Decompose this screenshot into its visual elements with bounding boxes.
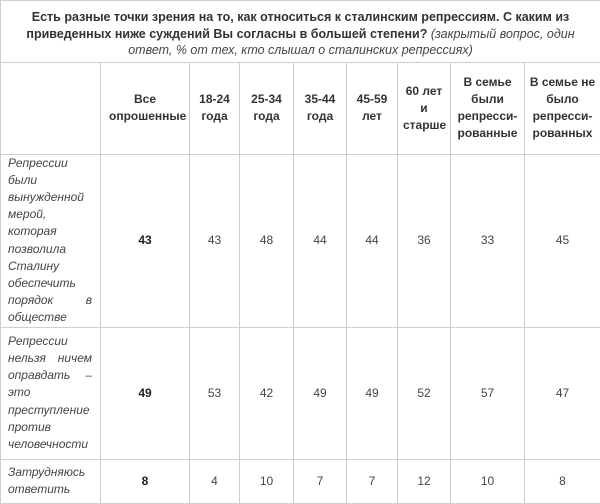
value-cell: 4	[190, 459, 240, 503]
table-row	[1, 327, 600, 459]
header-empty-cell	[1, 62, 101, 154]
value-cell: 57	[451, 327, 525, 459]
header-18-24: 18-24 года	[190, 62, 240, 154]
table-row	[1, 459, 600, 503]
value-cell: 44	[347, 154, 398, 327]
value-cell: 10	[451, 459, 525, 503]
header-25-34: 25-34 года	[240, 62, 294, 154]
value-cell: 8	[101, 459, 190, 503]
row-label-hard-to-say: Затрудняюсь ответить	[1, 459, 101, 503]
table-row	[1, 154, 600, 327]
header-35-44: 35-44 года	[294, 62, 347, 154]
value-cell: 12	[398, 459, 451, 503]
value-cell: 42	[240, 327, 294, 459]
value-cell: 48	[240, 154, 294, 327]
row-label-necessary-measure: Репрессии были вынужденной мерой, которая позволила Сталину обеспечить порядок в обществе	[1, 154, 101, 327]
caption-note: (закрытый вопрос, один ответ, % от тех, кто слышал о сталинских репрессиях)	[128, 27, 574, 58]
value-cell: 49	[347, 327, 398, 459]
value-cell: 49	[101, 327, 190, 459]
header-all: Все опрошенные	[101, 62, 190, 154]
caption-question: Есть разные точки зрения на то, как относиться к сталинским репрессиям. С каким из приведенных ниже суждений Вы согласны в большей степени?	[26, 10, 569, 41]
value-cell: 33	[451, 154, 525, 327]
value-cell: 8	[525, 459, 600, 503]
value-cell: 10	[240, 459, 294, 503]
header-row	[1, 62, 600, 154]
value-cell: 44	[294, 154, 347, 327]
value-cell: 43	[101, 154, 190, 327]
value-cell: 7	[294, 459, 347, 503]
value-cell: 43	[190, 154, 240, 327]
value-cell: 36	[398, 154, 451, 327]
value-cell: 7	[347, 459, 398, 503]
header-45-59: 45-59 лет	[347, 62, 398, 154]
value-cell: 53	[190, 327, 240, 459]
table-caption	[1, 1, 600, 63]
value-cell: 45	[525, 154, 600, 327]
header-family-repressed: В семье были репресси-рованные	[451, 62, 525, 154]
value-cell: 49	[294, 327, 347, 459]
header-60-plus: 60 лет и старше	[398, 62, 451, 154]
value-cell: 47	[525, 327, 600, 459]
header-family-not-repressed: В семье не было репресси-рованных	[525, 62, 600, 154]
row-label-crime-against-humanity: Репрессии нельзя ничем оправдать – это преступление против человечности	[1, 327, 101, 459]
caption-row	[1, 1, 600, 63]
value-cell: 52	[398, 327, 451, 459]
